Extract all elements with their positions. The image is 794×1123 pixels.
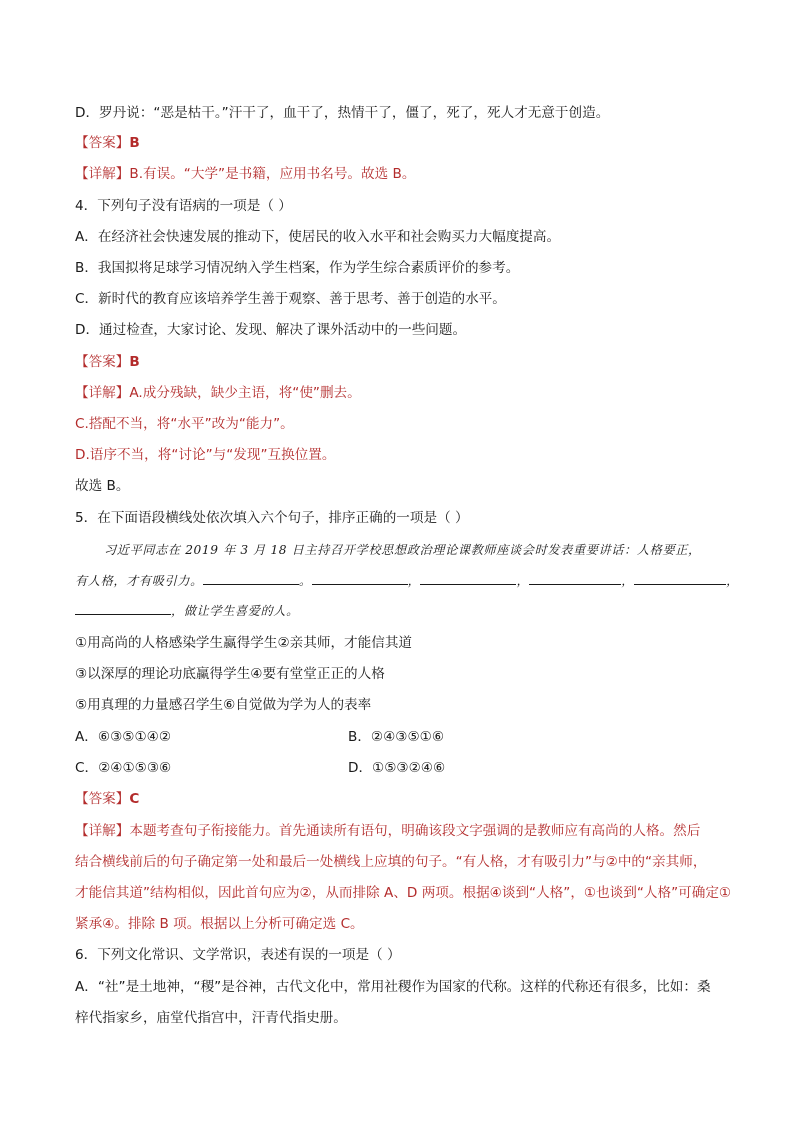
detail-text: A.成分残缺，缺少主语，将“使”删去。 <box>129 385 361 401</box>
q5-option-b: B．②④③⑤①⑥ <box>348 729 445 745</box>
q5-passage-line1: 习近平同志在 2019 年 3 月 18 日主持召开学校思想政治理论课教师座谈会时发表重要讲话：人格要正， <box>104 543 701 557</box>
answer-value: C <box>129 791 140 807</box>
q4-answer <box>75 352 734 372</box>
separator: ， <box>407 574 421 588</box>
separator: ， <box>621 574 635 588</box>
q5-option-c: C．②④①⑤③⑥ <box>75 760 172 776</box>
passage-text: ，做让学生喜爱的人。 <box>171 604 299 618</box>
fill-blank-2[interactable] <box>312 571 408 585</box>
separator: ， <box>726 574 739 588</box>
q5-detail-1 <box>75 821 734 841</box>
q4-detail-a <box>75 383 734 403</box>
q4-question: 4．下列句子没有语病的一项是（ ） <box>75 198 292 214</box>
detail-text: 本题考查句子衔接能力。首先通读所有语句，明确该段文字强调的是教师应有高尚的人格。然后 <box>129 823 701 839</box>
q5-detail-4: 紧承④。排除 B 项。根据以上分析可确定选 C。 <box>75 916 364 932</box>
q5-sentences-1: ①用高尚的人格感染学生赢得学生②亲其师，才能信其道 <box>75 635 413 651</box>
fill-blank-4[interactable] <box>529 571 621 585</box>
fill-blank-5[interactable] <box>634 571 726 585</box>
separator: 。 <box>298 574 312 588</box>
answer-value: B <box>129 354 140 370</box>
detail-tag: 【详解】 <box>75 823 130 839</box>
fill-blank-3[interactable] <box>420 571 516 585</box>
fill-blank-1[interactable] <box>203 571 299 585</box>
fill-blank-6[interactable] <box>75 601 171 615</box>
detail-text: B.有误。“大学”是书籍，应用书名号。故选 B。 <box>129 166 416 182</box>
passage-text: 有人格，才有吸引力。 <box>75 574 203 588</box>
q4-option-a: A．在经济社会快速发展的推动下，使居民的收入水平和社会购买力大幅度提高。 <box>75 229 561 245</box>
q5-detail-3: 才能信其道”结构相似，因此首句应为②，从而排除 A、D 两项。根据④谈到“人格”，①也谈到“人格”可确定① <box>75 885 732 901</box>
answer-tag: 【答案】 <box>75 135 130 151</box>
q4-option-d: D．通过检查，大家讨论、发现、解决了课外活动中的一些问题。 <box>75 322 467 338</box>
q5-option-a: A．⑥③⑤①④② <box>75 729 172 745</box>
q6-option-a-line2: 梓代指家乡，庙堂代指宫中，汗青代指史册。 <box>75 1010 347 1026</box>
q3-detail <box>75 164 734 184</box>
separator: ， <box>516 574 530 588</box>
q4-option-c: C．新时代的教育应该培养学生善于观察、善于思考、善于创造的水平。 <box>75 291 506 307</box>
q4-detail-c: C.搭配不当，将“水平”改为“能力”。 <box>75 416 294 432</box>
q3-answer <box>75 133 734 153</box>
detail-tag: 【详解】 <box>75 385 130 401</box>
q4-option-b: B．我国拟将足球学习情况纳入学生档案，作为学生综合素质评价的参考。 <box>75 260 520 276</box>
q5-passage-line3 <box>75 601 734 621</box>
q5-question: 5．在下面语段横线处依次填入六个句子，排序正确的一项是（ ） <box>75 510 469 526</box>
q3-option-d: D．罗丹说：“恶是枯干。”汗干了，血干了，热情干了，僵了，死了，死人才无意于创造。 <box>75 105 610 121</box>
q6-option-a-line1: A．“社”是土地神，“稷”是谷神，古代文化中，常用社稷作为国家的代称。这样的代称还有很多，比如：桑 <box>75 979 711 995</box>
q5-option-d: D．①⑤③②④⑥ <box>348 760 446 776</box>
answer-tag: 【答案】 <box>75 354 130 370</box>
q5-sentences-3: ⑤用真理的力量感召学生⑥自觉做为学为人的表率 <box>75 697 372 713</box>
detail-tag: 【详解】 <box>75 166 130 182</box>
q5-detail-2: 结合横线前后的句子确定第一处和最后一处横线上应填的句子。“有人格，才有吸引力”与②中的“亲其师， <box>75 854 707 870</box>
answer-value: B <box>129 135 140 151</box>
q5-answer <box>75 789 734 809</box>
q5-sentences-2: ③以深厚的理论功底赢得学生④要有堂堂正正的人格 <box>75 666 385 682</box>
q4-detail-d: D.语序不当，将“讨论”与“发现”互换位置。 <box>75 447 336 463</box>
answer-tag: 【答案】 <box>75 791 130 807</box>
q5-passage-line2 <box>75 571 739 591</box>
q6-question: 6．下列文化常识、文学常识，表述有误的一项是（ ） <box>75 947 401 963</box>
q4-conclusion: 故选 B。 <box>75 478 130 494</box>
